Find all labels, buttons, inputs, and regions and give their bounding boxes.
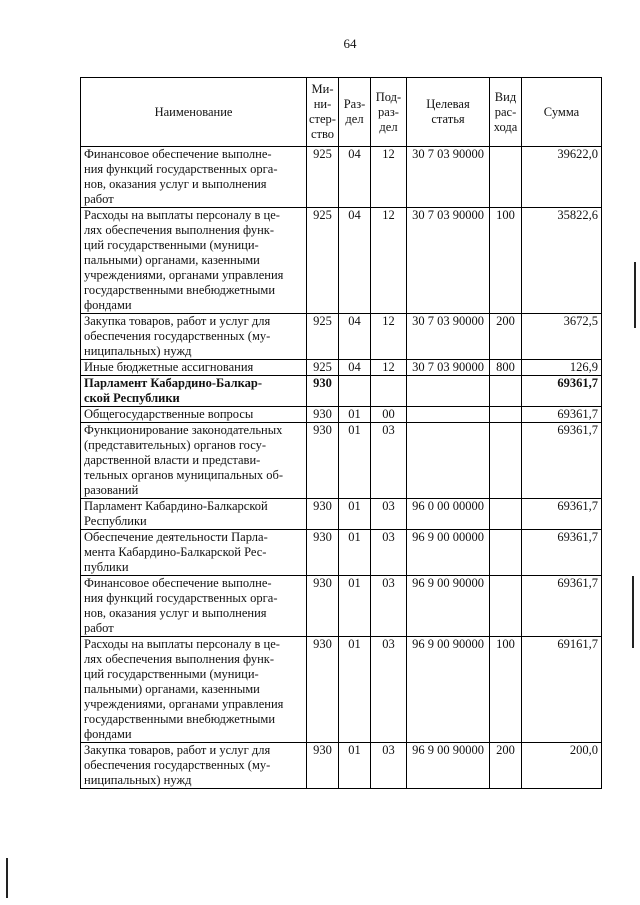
row-subsection: 03 — [371, 743, 407, 789]
header-name: Наименование — [81, 78, 307, 147]
table-row — [81, 576, 602, 637]
row-ministry: 930 — [307, 499, 339, 530]
row-name: Парламент Кабардино-Балкарской Республики — [81, 499, 307, 530]
row-ministry: 925 — [307, 360, 339, 376]
row-expense-type — [490, 499, 522, 530]
row-target — [407, 407, 490, 423]
table-row — [81, 743, 602, 789]
row-subsection: 03 — [371, 530, 407, 576]
row-name: Финансовое обеспечение выполне- ния функций государственных орга- нов, оказания услуг и выполнения работ — [81, 576, 307, 637]
row-amount: 3672,5 — [522, 314, 602, 360]
row-section: 01 — [339, 576, 371, 637]
row-name: Функционирование законодательных (представительных) органов госу- дарственной власти и представи- тельных органов муниципальных об- разований — [81, 423, 307, 499]
row-target: 30 7 03 90000 — [407, 147, 490, 208]
header-ministry: Ми- ни- стер- ство — [307, 78, 339, 147]
table-row — [81, 423, 602, 499]
row-name: Обеспечение деятельности Парла- мента Кабардино-Балкарской Рес- публики — [81, 530, 307, 576]
row-name: Иные бюджетные ассигнования — [81, 360, 307, 376]
row-subsection: 03 — [371, 423, 407, 499]
header-subsection: Под- раз- дел — [371, 78, 407, 147]
row-ministry: 930 — [307, 423, 339, 499]
row-ministry: 930 — [307, 576, 339, 637]
row-expense-type: 800 — [490, 360, 522, 376]
row-ministry: 930 — [307, 637, 339, 743]
table-row — [81, 147, 602, 208]
row-amount: 69361,7 — [522, 530, 602, 576]
row-expense-type: 100 — [490, 208, 522, 314]
table-row — [81, 208, 602, 314]
row-ministry: 930 — [307, 376, 339, 407]
row-target: 96 9 00 00000 — [407, 530, 490, 576]
table-body — [81, 147, 602, 789]
table-header-row — [81, 78, 602, 147]
row-amount: 39622,0 — [522, 147, 602, 208]
row-section: 01 — [339, 499, 371, 530]
row-amount: 69361,7 — [522, 576, 602, 637]
header-expense-type: Вид рас- хода — [490, 78, 522, 147]
margin-mark — [634, 262, 636, 328]
row-subsection — [371, 376, 407, 407]
row-target: 96 9 00 90000 — [407, 743, 490, 789]
row-name: Парламент Кабардино-Балкар- ской Республики — [81, 376, 307, 407]
row-expense-type — [490, 407, 522, 423]
row-target: 96 9 00 90000 — [407, 637, 490, 743]
row-name: Общегосударственные вопросы — [81, 407, 307, 423]
row-expense-type: 100 — [490, 637, 522, 743]
row-subsection: 12 — [371, 147, 407, 208]
row-name: Расходы на выплаты персоналу в це- лях обеспечения выполнения функ- ций государственными (муници- пальными) органами, казенными учреждениями, органами управления государственными внебюджетными фондами — [81, 637, 307, 743]
row-amount: 35822,6 — [522, 208, 602, 314]
row-name: Финансовое обеспечение выполне- ния функций государственных орга- нов, оказания услуг и выполнения работ — [81, 147, 307, 208]
header-section: Раз- дел — [339, 78, 371, 147]
row-section: 01 — [339, 743, 371, 789]
row-name: Расходы на выплаты персоналу в це- лях обеспечения выполнения функ- ций государственными (муници- пальными) органами, казенными учреждениями, органами управления государственными внебюджетными фондами — [81, 208, 307, 314]
row-amount: 126,9 — [522, 360, 602, 376]
row-subsection: 03 — [371, 499, 407, 530]
row-target — [407, 376, 490, 407]
table-row — [81, 360, 602, 376]
row-section: 01 — [339, 637, 371, 743]
row-ministry: 930 — [307, 743, 339, 789]
table-row — [81, 530, 602, 576]
row-target: 30 7 03 90000 — [407, 360, 490, 376]
table-row — [81, 314, 602, 360]
row-amount: 69361,7 — [522, 499, 602, 530]
row-section: 01 — [339, 530, 371, 576]
row-target: 30 7 03 90000 — [407, 314, 490, 360]
row-subsection: 03 — [371, 637, 407, 743]
row-section: 04 — [339, 360, 371, 376]
table-row — [81, 499, 602, 530]
row-amount: 69361,7 — [522, 423, 602, 499]
row-expense-type — [490, 147, 522, 208]
header-target: Целевая статья — [407, 78, 490, 147]
table-row — [81, 407, 602, 423]
page-number: 64 — [343, 36, 357, 51]
row-amount: 69161,7 — [522, 637, 602, 743]
budget-table — [80, 77, 602, 789]
row-ministry: 925 — [307, 208, 339, 314]
row-section: 01 — [339, 423, 371, 499]
row-target: 30 7 03 90000 — [407, 208, 490, 314]
row-target — [407, 423, 490, 499]
row-expense-type: 200 — [490, 743, 522, 789]
row-subsection: 12 — [371, 314, 407, 360]
row-section — [339, 376, 371, 407]
row-expense-type: 200 — [490, 314, 522, 360]
row-ministry: 925 — [307, 147, 339, 208]
row-expense-type — [490, 376, 522, 407]
row-subsection: 03 — [371, 576, 407, 637]
row-amount: 69361,7 — [522, 407, 602, 423]
row-subsection: 12 — [371, 208, 407, 314]
table-row — [81, 376, 602, 407]
row-name: Закупка товаров, работ и услуг для обеспечения государственных (му- ниципальных) нужд — [81, 314, 307, 360]
row-expense-type — [490, 576, 522, 637]
margin-mark — [6, 858, 8, 898]
row-expense-type — [490, 530, 522, 576]
row-expense-type — [490, 423, 522, 499]
row-ministry: 930 — [307, 407, 339, 423]
row-subsection: 00 — [371, 407, 407, 423]
row-ministry: 930 — [307, 530, 339, 576]
row-section: 04 — [339, 208, 371, 314]
row-section: 04 — [339, 147, 371, 208]
row-target: 96 0 00 00000 — [407, 499, 490, 530]
row-amount: 69361,7 — [522, 376, 602, 407]
row-name: Закупка товаров, работ и услуг для обеспечения государственных (му- ниципальных) нужд — [81, 743, 307, 789]
row-target: 96 9 00 90000 — [407, 576, 490, 637]
row-ministry: 925 — [307, 314, 339, 360]
row-amount: 200,0 — [522, 743, 602, 789]
table-row — [81, 637, 602, 743]
header-amount: Сумма — [522, 78, 602, 147]
row-section: 01 — [339, 407, 371, 423]
row-subsection: 12 — [371, 360, 407, 376]
row-section: 04 — [339, 314, 371, 360]
margin-mark — [632, 576, 634, 648]
